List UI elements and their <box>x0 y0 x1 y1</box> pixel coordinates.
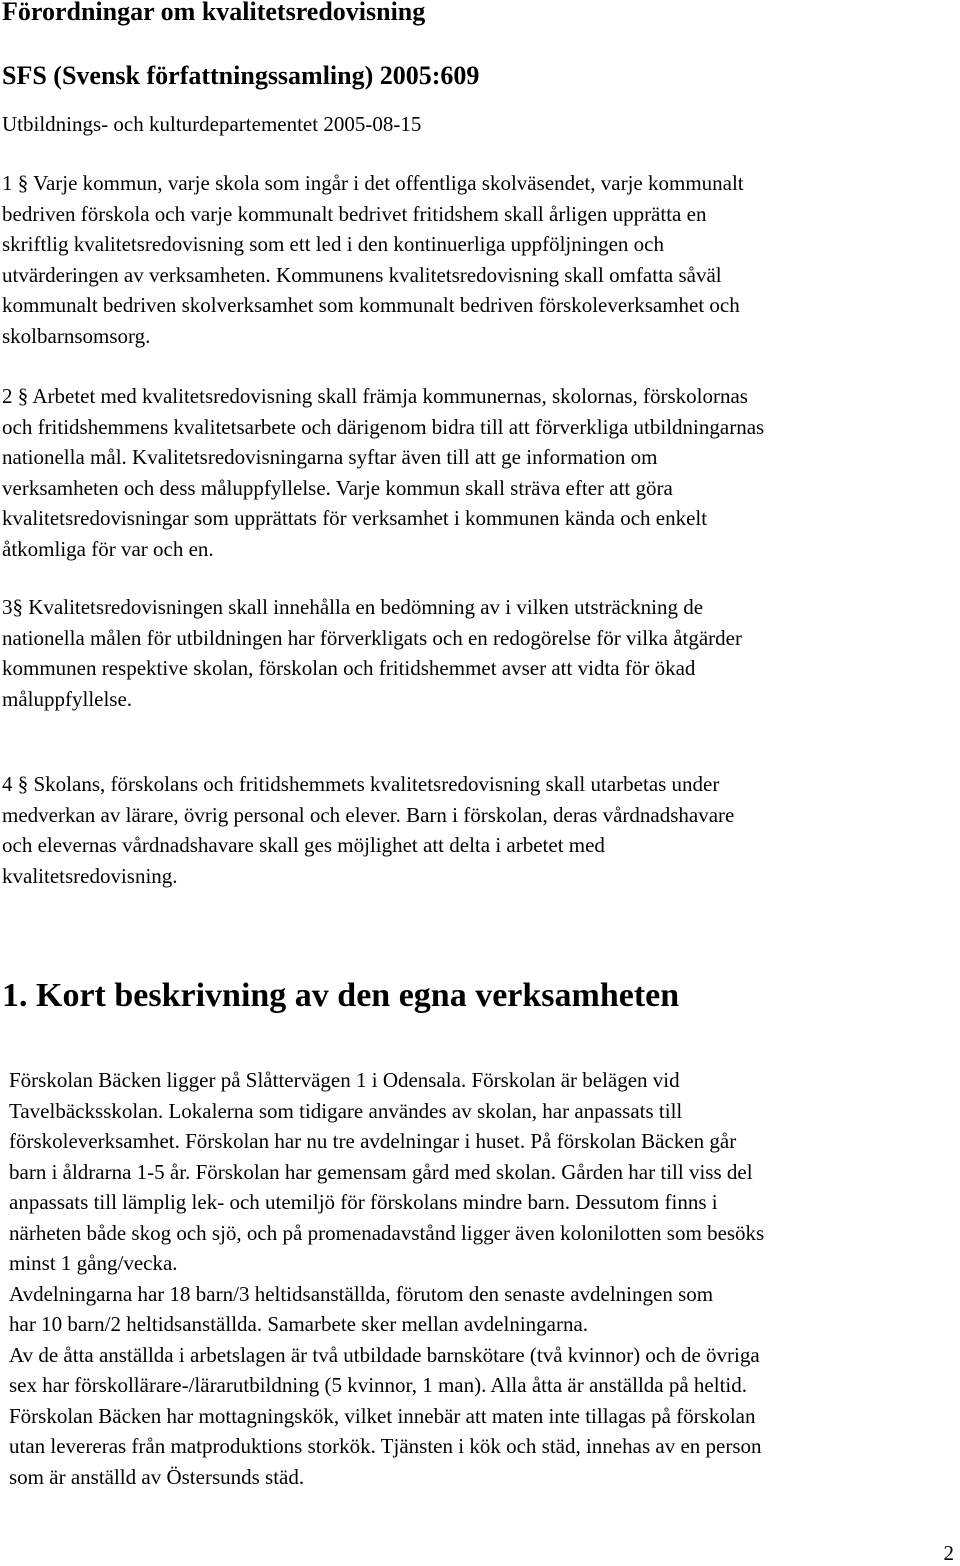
text-line: förskoleverksamhet. Förskolan har nu tre avdelningar i huset. På förskolan Bäcken går <box>9 1129 737 1153</box>
text-line: och elevernas vårdnadshavare skall ges möjlighet att delta i arbetet med <box>2 833 605 857</box>
text-line: nationella mål. Kvalitetsredovisningarna syftar även till att ge information om <box>2 445 658 469</box>
paragraph-1 <box>2 168 744 351</box>
text-line: minst 1 gång/vecka. <box>9 1251 178 1275</box>
text-line: måluppfyllelse. <box>2 686 133 711</box>
section-body <box>9 1065 764 1492</box>
document-title: Förordningar om kvalitetsredovisning <box>2 0 426 26</box>
text-line: bedriven förskola och varje kommunalt bedrivet fritidshem skall årligen upprätta en <box>2 201 707 226</box>
text-line: Av de åtta anställda i arbetslagen är två utbildade barnskötare (två kvinnor) och de övriga <box>9 1342 760 1367</box>
text-line: 2 § Arbetet med kvalitetsredovisning skall främja kommunernas, skolornas, förskolornas <box>2 384 748 408</box>
paragraph-4 <box>2 769 734 891</box>
text-line: kvalitetsredovisning. <box>2 863 178 888</box>
text-line: anpassats till lämplig lek- och utemiljö för förskolans mindre barn. Dessutom finns i <box>9 1190 718 1214</box>
text-line: skolbarnsomsorg. <box>2 323 151 348</box>
text-line: åtkomliga för var och en. <box>2 536 214 561</box>
text-line: Förskolan Bäcken ligger på Slåttervägen 1 i Odensala. Förskolan är belägen vid <box>9 1068 680 1092</box>
text-line: och fritidshemmens kvalitetsarbete och därigenom bidra till att förverkliga utbildningarnas <box>2 414 765 439</box>
text-line: Tavelbäcksskolan. Lokalerna som tidigare användes av skolan, har anpassats till <box>9 1098 683 1123</box>
paragraph-3 <box>2 592 742 714</box>
text-line: som är anställd av Östersunds städ. <box>9 1464 305 1489</box>
section-heading: 1. Kort beskrivning av den egna verksamheten <box>2 977 680 1014</box>
text-line: utvärderingen av verksamheten. Kommunens kvalitetsredovisning skall omfatta såväl <box>2 262 722 287</box>
text-line: skriftlig kvalitetsredovisning som ett led i den kontinuerliga uppföljningen och <box>2 232 664 256</box>
text-line: utan levereras från matproduktions storkök. Tjänsten i kök och städ, innehas av en person <box>9 1434 762 1458</box>
department-line: Utbildnings- och kulturdepartementet 2005-08-15 <box>2 112 422 136</box>
text-line: medverkan av lärare, övrig personal och elever. Barn i förskolan, deras vårdnadshavare <box>2 802 735 827</box>
text-line: närheten både skog och sjö, och på promenadavstånd ligger även kolonilotten som besöks <box>9 1220 765 1245</box>
text-line: 4 § Skolans, förskolans och fritidshemmets kvalitetsredovisning skall utarbetas under <box>2 772 720 796</box>
text-line: 1 § Varje kommun, varje skola som ingår i det offentliga skolväsendet, varje kommunalt <box>2 171 744 195</box>
text-line: kvalitetsredovisningar som upprättats för verksamhet i kommunen kända och enkelt <box>2 506 708 530</box>
text-line: kommunalt bedriven skolverksamhet som kommunalt bedriven förskoleverksamhet och <box>2 293 740 317</box>
text-line: 3§ Kvalitetsredovisningen skall innehålla en bedömning av i vilken utsträckning de <box>2 595 704 619</box>
sfs-reference: SFS (Svensk författningssamling) 2005:609 <box>2 61 480 90</box>
text-line: nationella målen för utbildningen har förverkligats och en redogörelse för vilka åtgärder <box>2 625 742 650</box>
text-line: Avdelningarna har 18 barn/3 heltidsanställda, förutom den senaste avdelningen som <box>9 1281 714 1306</box>
text-line: kommunen respektive skolan, förskolan och fritidshemmet avser att vidta för ökad <box>2 656 696 680</box>
text-line: Förskolan Bäcken har mottagningskök, vilket innebär att maten inte tillagas på förskolan <box>9 1403 756 1428</box>
text-line: har 10 barn/2 heltidsanställda. Samarbete sker mellan avdelningarna. <box>9 1312 589 1336</box>
text-line: verksamheten och dess måluppfyllelse. Varje kommun skall sträva efter att göra <box>2 475 673 500</box>
text-line: sex har förskollärare-/lärarutbildning (5 kvinnor, 1 man). Alla åtta är anställda på heltid. <box>9 1373 747 1397</box>
paragraph-2 <box>2 381 764 564</box>
page-number: 2 <box>943 1541 954 1565</box>
text-line: barn i åldrarna 1-5 år. Förskolan har gemensam gård med skolan. Gården har till viss del <box>9 1159 753 1184</box>
